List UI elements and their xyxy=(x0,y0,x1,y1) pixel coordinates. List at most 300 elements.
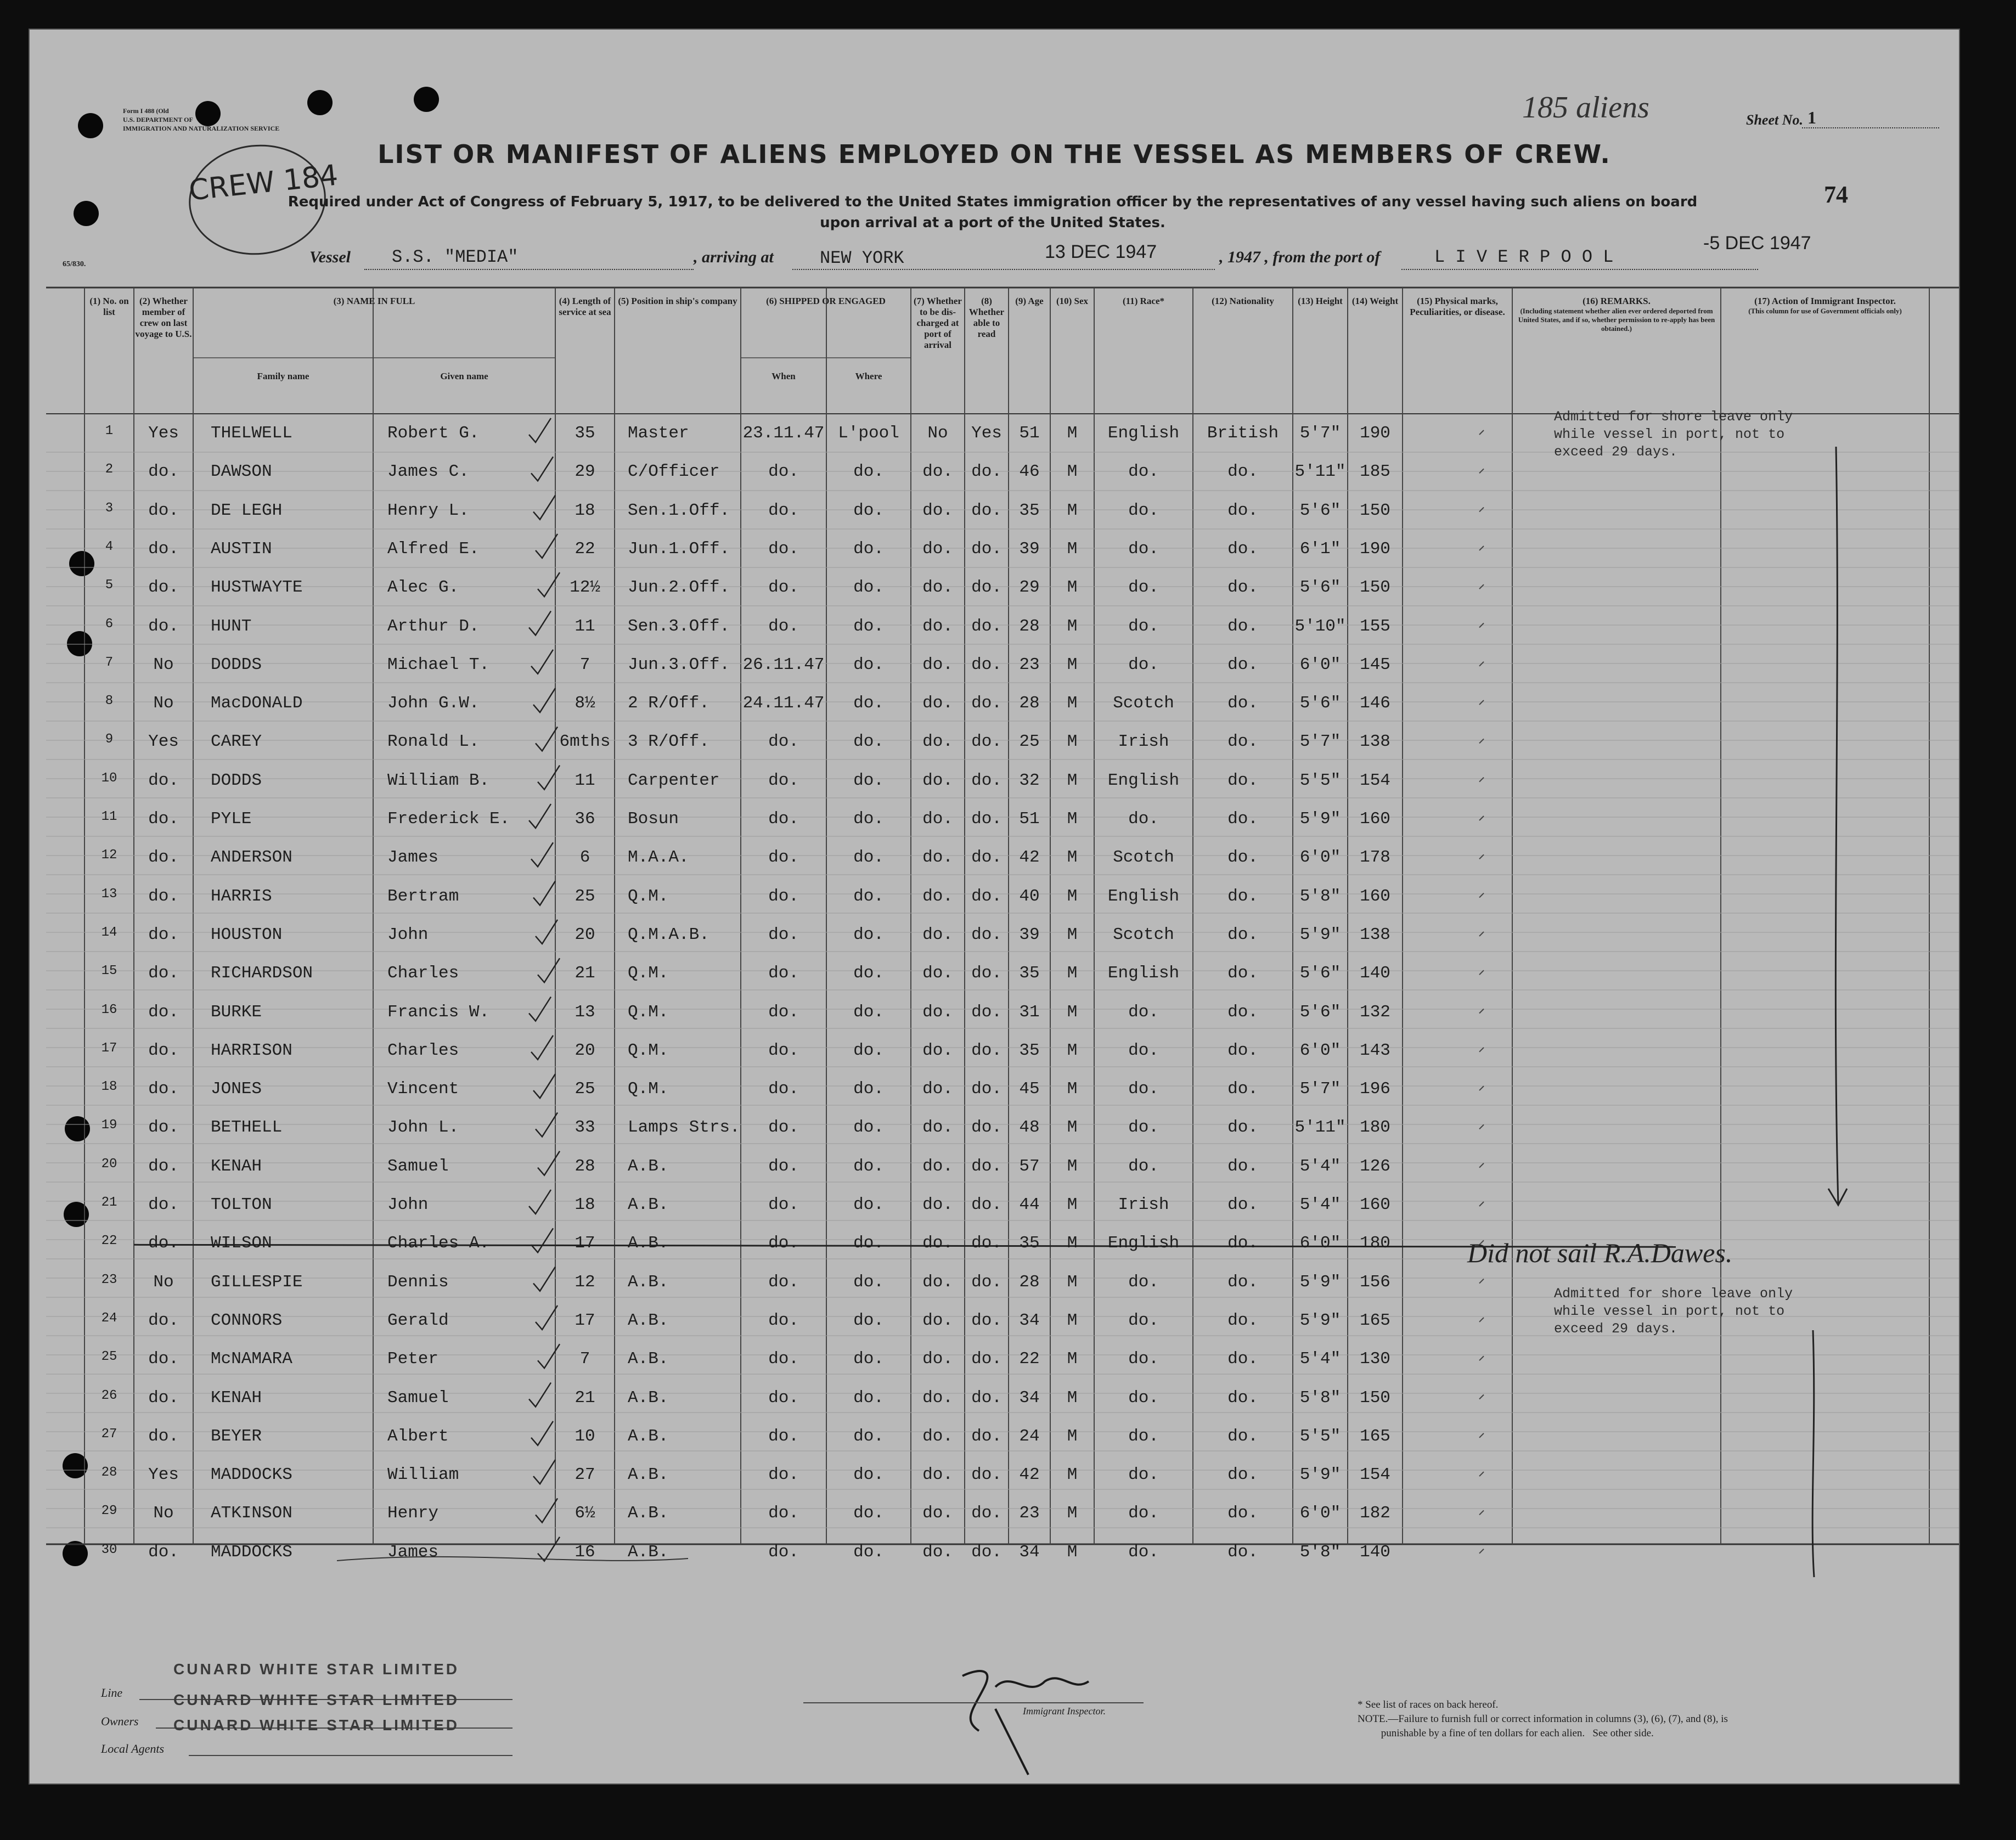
service-name: IMMIGRATION AND NATURALIZATION SERVICE xyxy=(123,125,280,132)
inspector-action-title: (17) Action of Immigrant Inspector. xyxy=(1754,296,1896,306)
cell-height: 5'9" xyxy=(1299,1310,1341,1330)
cell-row-number: 4 xyxy=(105,539,114,554)
cell-discharged: do. xyxy=(922,1195,953,1214)
cell-last-voyage: do. xyxy=(148,809,179,829)
cell-last-voyage: do. xyxy=(148,1349,179,1369)
cell-row-number: 17 xyxy=(101,1040,117,1056)
cell-discharged: do. xyxy=(922,655,953,674)
cell-age: 22 xyxy=(1019,1349,1040,1369)
cell-given-name: James xyxy=(387,848,439,868)
cell-last-voyage: do. xyxy=(148,1388,179,1408)
cell-row-number: 2 xyxy=(105,462,114,477)
cell-discharged: do. xyxy=(922,964,953,983)
cell-able-to-read: do. xyxy=(971,732,1002,752)
cell-service-length: 25 xyxy=(575,1079,595,1099)
cell-row-number: 30 xyxy=(101,1542,117,1557)
cell-family-name: MADDOCKS xyxy=(211,1465,292,1485)
cell-family-name: HUSTWAYTE xyxy=(211,578,303,598)
cell-row-number: 14 xyxy=(101,925,117,940)
cell-service-length: 20 xyxy=(575,925,595,944)
cell-last-voyage: No xyxy=(153,1272,174,1292)
cell-given-name: Henry xyxy=(387,1504,439,1523)
cell-shipped-where: do. xyxy=(853,925,884,944)
col-header-shipped: (6) SHIPPED OR ENGAGED xyxy=(766,296,886,306)
cell-family-name: KENAH xyxy=(211,1156,262,1176)
cell-family-name: BETHELL xyxy=(211,1118,283,1138)
remark-did-not-sail: Did not sail R.A.Dawes. xyxy=(1467,1237,1733,1268)
cell-sex: M xyxy=(1067,1349,1078,1369)
cell-given-name: Gerald xyxy=(387,1310,449,1330)
cell-given-name: Frederick E. xyxy=(387,809,510,829)
line-stamp: CUNARD WHITE STAR LIMITED xyxy=(173,1661,459,1678)
cell-nationality: do. xyxy=(1227,1426,1258,1446)
cell-family-name: TOLTON xyxy=(211,1195,272,1214)
cell-service-length: 33 xyxy=(575,1118,595,1138)
cell-service-length: 12½ xyxy=(570,578,600,598)
cell-last-voyage: do. xyxy=(148,1156,179,1176)
cell-height: 5'7" xyxy=(1299,732,1341,752)
cell-shipped-where: L'pool xyxy=(838,424,899,443)
cell-position: Bosun xyxy=(628,809,679,829)
cell-position: Jun.1.Off. xyxy=(628,539,730,559)
cell-shipped-where: do. xyxy=(853,1426,884,1446)
cell-race: English xyxy=(1107,964,1180,983)
cell-height: 5'5" xyxy=(1299,1426,1341,1446)
cell-sex: M xyxy=(1067,1388,1078,1408)
cell-row-number: 20 xyxy=(101,1156,117,1172)
cell-row-number: 6 xyxy=(105,616,114,632)
cell-race: do. xyxy=(1128,462,1159,482)
cell-service-length: 18 xyxy=(575,1195,595,1214)
cell-shipped-when: do. xyxy=(768,578,799,598)
cell-given-name: Robert G. xyxy=(387,424,480,443)
cell-position: A.B. xyxy=(628,1310,669,1330)
cell-shipped-where: do. xyxy=(853,616,884,636)
cell-height: 5'11" xyxy=(1294,1118,1346,1138)
vessel-label: Vessel xyxy=(309,248,351,266)
cell-service-length: 16 xyxy=(575,1542,595,1562)
cell-sex: M xyxy=(1067,1504,1078,1523)
cell-sex: M xyxy=(1067,1118,1078,1138)
cell-given-name: John L. xyxy=(387,1118,459,1138)
cell-nationality: British xyxy=(1207,424,1279,443)
cell-position: A.B. xyxy=(628,1156,669,1176)
cell-race: do. xyxy=(1128,616,1159,636)
cell-sex: M xyxy=(1067,462,1078,482)
cell-discharged: do. xyxy=(922,1504,953,1523)
cell-discharged: do. xyxy=(922,616,953,636)
cell-race: English xyxy=(1107,424,1180,443)
cell-sex: M xyxy=(1067,1079,1078,1099)
cell-age: 28 xyxy=(1019,616,1040,636)
cell-able-to-read: do. xyxy=(971,539,1002,559)
cell-age: 23 xyxy=(1019,655,1040,674)
form-code: 65/830. xyxy=(63,260,86,268)
cell-height: 5'4" xyxy=(1299,1349,1341,1369)
cell-last-voyage: do. xyxy=(148,1195,179,1214)
cell-race: English xyxy=(1107,770,1180,790)
cell-nationality: do. xyxy=(1227,1234,1258,1253)
cell-age: 48 xyxy=(1019,1118,1040,1138)
cell-nationality: do. xyxy=(1227,1349,1258,1369)
cell-position: Q.M. xyxy=(628,1002,669,1022)
cell-sex: M xyxy=(1067,925,1078,944)
cell-weight: 185 xyxy=(1360,462,1390,482)
cell-shipped-where: do. xyxy=(853,964,884,983)
cell-position: C/Officer xyxy=(628,462,720,482)
cell-weight: 165 xyxy=(1360,1310,1390,1330)
cell-sex: M xyxy=(1067,1156,1078,1176)
cell-position: A.B. xyxy=(628,1426,669,1446)
cell-shipped-where: do. xyxy=(853,1504,884,1523)
cell-family-name: AUSTIN xyxy=(211,539,272,559)
cell-able-to-read: do. xyxy=(971,1349,1002,1369)
cell-race: do. xyxy=(1128,1040,1159,1060)
cell-sex: M xyxy=(1067,886,1078,906)
cell-discharged: do. xyxy=(922,1156,953,1176)
owners-label: Owners xyxy=(101,1714,139,1728)
cell-race: do. xyxy=(1128,1542,1159,1562)
cell-position: A.B. xyxy=(628,1542,669,1562)
cell-discharged: do. xyxy=(922,886,953,906)
cell-race: do. xyxy=(1128,809,1159,829)
col-header-read: (8) Whether able to read xyxy=(968,296,1005,339)
cell-age: 46 xyxy=(1019,462,1040,482)
sheet-number-label: Sheet No. xyxy=(1746,112,1803,128)
cell-sex: M xyxy=(1067,732,1078,752)
cell-service-length: 10 xyxy=(575,1426,595,1446)
cell-weight: 160 xyxy=(1360,809,1390,829)
cell-discharged: do. xyxy=(922,732,953,752)
departure-label: , 1947 , from the port of xyxy=(1219,248,1381,266)
cell-last-voyage: do. xyxy=(148,1310,179,1330)
cell-nationality: do. xyxy=(1227,1310,1258,1330)
cell-service-length: 11 xyxy=(575,616,595,636)
cell-weight: 190 xyxy=(1360,424,1390,443)
cell-able-to-read: do. xyxy=(971,1118,1002,1138)
cell-sex: M xyxy=(1067,1542,1078,1562)
cell-shipped-when: do. xyxy=(768,732,799,752)
cell-age: 25 xyxy=(1019,732,1040,752)
cell-height: 6'0" xyxy=(1299,1504,1341,1523)
cell-shipped-when: do. xyxy=(768,1156,799,1176)
cell-given-name: Samuel xyxy=(387,1156,449,1176)
cell-able-to-read: do. xyxy=(971,616,1002,636)
cell-shipped-when: do. xyxy=(768,1234,799,1253)
cell-last-voyage: do. xyxy=(148,462,179,482)
cell-able-to-read: do. xyxy=(971,1465,1002,1485)
cell-last-voyage: do. xyxy=(148,770,179,790)
cell-row-number: 23 xyxy=(101,1272,117,1287)
cell-family-name: GILLESPIE xyxy=(211,1272,303,1292)
cell-race: do. xyxy=(1128,1426,1159,1446)
col-header-physical-marks: (15) Physical marks, Peculiarities, or disease. xyxy=(1410,296,1505,317)
cell-age: 24 xyxy=(1019,1426,1040,1446)
cell-service-length: 18 xyxy=(575,500,595,520)
cell-sex: M xyxy=(1067,1465,1078,1485)
cell-shipped-when: do. xyxy=(768,848,799,868)
cell-weight: 154 xyxy=(1360,770,1390,790)
cell-position: A.B. xyxy=(628,1195,669,1214)
cell-shipped-when: do. xyxy=(768,1310,799,1330)
cell-shipped-when: do. xyxy=(768,1195,799,1214)
cell-shipped-where: do. xyxy=(853,1272,884,1292)
cell-race: do. xyxy=(1128,1504,1159,1523)
cell-given-name: Dennis xyxy=(387,1272,449,1292)
cell-weight: 138 xyxy=(1360,732,1390,752)
cell-position: Q.M.A.B. xyxy=(628,925,709,944)
cell-family-name: BURKE xyxy=(211,1002,262,1022)
cell-shipped-when: do. xyxy=(768,1349,799,1369)
cell-age: 35 xyxy=(1019,964,1040,983)
cell-service-length: 20 xyxy=(575,1040,595,1060)
cell-shipped-where: do. xyxy=(853,1234,884,1253)
cell-age: 39 xyxy=(1019,925,1040,944)
cell-service-length: 27 xyxy=(575,1465,595,1485)
footer-note: * See list of races on back hereof. NOTE.—Failure to furnish full or correct information in columns (3), (6), (7), and (8), is punishable by a fine of ten dollars for each alien. See other side. xyxy=(1358,1699,1728,1739)
cell-weight: 140 xyxy=(1360,964,1390,983)
cell-last-voyage: do. xyxy=(148,964,179,983)
cell-position: Q.M. xyxy=(628,964,669,983)
col-header-when: When xyxy=(772,371,796,381)
page-number: 74 xyxy=(1824,181,1848,208)
cell-position: Master xyxy=(628,424,689,443)
line-label: Line xyxy=(101,1686,123,1700)
cell-discharged: do. xyxy=(922,1040,953,1060)
cell-discharged: do. xyxy=(922,925,953,944)
cell-nationality: do. xyxy=(1227,616,1258,636)
col-header-inspector-action xyxy=(1721,296,1929,316)
cell-race: do. xyxy=(1128,1118,1159,1138)
cell-weight: 160 xyxy=(1360,886,1390,906)
cell-shipped-when: do. xyxy=(768,886,799,906)
cell-row-number: 5 xyxy=(105,578,114,593)
cell-weight: 180 xyxy=(1360,1118,1390,1138)
cell-race: do. xyxy=(1128,1272,1159,1292)
cell-able-to-read: do. xyxy=(971,770,1002,790)
cell-discharged: do. xyxy=(922,1426,953,1446)
cell-family-name: CAREY xyxy=(211,732,262,752)
cell-age: 29 xyxy=(1019,578,1040,598)
cell-given-name: William xyxy=(387,1465,459,1485)
cell-service-length: 8½ xyxy=(575,694,595,713)
cell-height: 5'8" xyxy=(1299,886,1341,906)
cell-weight: 156 xyxy=(1360,1272,1390,1292)
cell-service-length: 35 xyxy=(575,424,595,443)
cell-shipped-when: do. xyxy=(768,1272,799,1292)
cell-race: Irish xyxy=(1118,732,1169,752)
cell-height: 5'8" xyxy=(1299,1388,1341,1408)
cell-position: Sen.1.Off. xyxy=(628,500,730,520)
cell-shipped-where: do. xyxy=(853,694,884,713)
cell-shipped-when: do. xyxy=(768,1504,799,1523)
cell-given-name: Bertram xyxy=(387,886,459,906)
cell-sex: M xyxy=(1067,964,1078,983)
col-header-position: (5) Position in ship's company xyxy=(618,296,737,306)
cell-age: 45 xyxy=(1019,1079,1040,1099)
cell-weight: 155 xyxy=(1360,616,1390,636)
cell-weight: 150 xyxy=(1360,1388,1390,1408)
cell-last-voyage: do. xyxy=(148,1079,179,1099)
cell-shipped-when: do. xyxy=(768,770,799,790)
cell-given-name: John xyxy=(387,925,429,944)
cell-sex: M xyxy=(1067,1002,1078,1022)
cell-family-name: DODDS xyxy=(211,770,262,790)
cell-last-voyage: do. xyxy=(148,500,179,520)
cell-shipped-where: do. xyxy=(853,500,884,520)
cell-nationality: do. xyxy=(1227,694,1258,713)
cell-position: Carpenter xyxy=(628,770,720,790)
cell-nationality: do. xyxy=(1227,1156,1258,1176)
cell-able-to-read: do. xyxy=(971,1040,1002,1060)
cell-given-name: Francis W. xyxy=(387,1002,490,1022)
cell-race: do. xyxy=(1128,539,1159,559)
cell-shipped-where: do. xyxy=(853,1156,884,1176)
cell-shipped-where: do. xyxy=(853,539,884,559)
cell-shipped-when: do. xyxy=(768,1118,799,1138)
cell-age: 31 xyxy=(1019,1002,1040,1022)
cell-able-to-read: do. xyxy=(971,848,1002,868)
cell-family-name: JONES xyxy=(211,1079,262,1099)
cell-able-to-read: do. xyxy=(971,1234,1002,1253)
cell-weight: 182 xyxy=(1360,1504,1390,1523)
department-name: U.S. DEPARTMENT OF xyxy=(123,116,193,123)
cell-height: 6'0" xyxy=(1299,655,1341,674)
cell-discharged: do. xyxy=(922,770,953,790)
cell-shipped-when: do. xyxy=(768,462,799,482)
cell-given-name: Arthur D. xyxy=(387,616,480,636)
cell-discharged: do. xyxy=(922,1465,953,1485)
cell-given-name: Charles xyxy=(387,1040,459,1060)
cell-discharged: do. xyxy=(922,1118,953,1138)
cell-race: do. xyxy=(1128,500,1159,520)
cell-discharged: do. xyxy=(922,539,953,559)
footer xyxy=(30,1643,1959,1783)
cell-row-number: 3 xyxy=(105,500,114,516)
cell-weight: 196 xyxy=(1360,1079,1390,1099)
cell-nationality: do. xyxy=(1227,848,1258,868)
cell-able-to-read: do. xyxy=(971,886,1002,906)
cell-nationality: do. xyxy=(1227,770,1258,790)
cell-family-name: HARRISON xyxy=(211,1040,292,1060)
agents-underline xyxy=(189,1755,513,1756)
agents-label: Local Agents xyxy=(101,1742,165,1755)
cell-age: 35 xyxy=(1019,1040,1040,1060)
cell-shipped-where: do. xyxy=(853,886,884,906)
cell-discharged: do. xyxy=(922,500,953,520)
cell-last-voyage: No xyxy=(153,655,174,674)
col-header-remarks xyxy=(1512,296,1721,333)
cell-race: Scotch xyxy=(1113,694,1174,713)
cell-able-to-read: do. xyxy=(971,964,1002,983)
col-header-family-name: Family name xyxy=(257,371,309,381)
aliens-count-note: 185 aliens xyxy=(1522,91,1649,125)
cell-height: 5'6" xyxy=(1299,964,1341,983)
cell-able-to-read: do. xyxy=(971,1426,1002,1446)
cell-age: 35 xyxy=(1019,500,1040,520)
cell-service-length: 11 xyxy=(575,770,595,790)
cell-nationality: do. xyxy=(1227,655,1258,674)
cell-family-name: HUNT xyxy=(211,616,252,636)
cell-race: do. xyxy=(1128,1388,1159,1408)
cell-last-voyage: do. xyxy=(148,539,179,559)
cell-height: 5'9" xyxy=(1299,809,1341,829)
cell-race: English xyxy=(1107,1234,1180,1253)
cell-shipped-when: do. xyxy=(768,1002,799,1022)
cell-height: 5'4" xyxy=(1299,1195,1341,1214)
cell-weight: 150 xyxy=(1360,500,1390,520)
cell-shipped-when: do. xyxy=(768,964,799,983)
cell-shipped-where: do. xyxy=(853,1002,884,1022)
cell-shipped-when: 24.11.47 xyxy=(742,694,825,713)
cell-age: 34 xyxy=(1019,1310,1040,1330)
cell-nationality: do. xyxy=(1227,925,1258,944)
cell-able-to-read: do. xyxy=(971,1195,1002,1214)
cell-age: 28 xyxy=(1019,694,1040,713)
inspector-label: Immigrant Inspector. xyxy=(1023,1706,1106,1717)
cell-nationality: do. xyxy=(1227,1504,1258,1523)
cell-height: 5'6" xyxy=(1299,1002,1341,1022)
cell-age: 51 xyxy=(1019,809,1040,829)
cell-height: 5'6" xyxy=(1299,694,1341,713)
cell-able-to-read: do. xyxy=(971,1310,1002,1330)
cell-weight: 180 xyxy=(1360,1234,1390,1253)
cell-height: 6'0" xyxy=(1299,1234,1341,1253)
cell-weight: 132 xyxy=(1360,1002,1390,1022)
cell-discharged: do. xyxy=(922,809,953,829)
cell-weight: 126 xyxy=(1360,1156,1390,1176)
cell-given-name: William B. xyxy=(387,770,490,790)
cell-row-number: 25 xyxy=(101,1349,117,1365)
cell-age: 44 xyxy=(1019,1195,1040,1214)
col-header-name: (3) NAME IN FULL xyxy=(333,296,415,306)
cell-given-name: John G.W. xyxy=(387,694,480,713)
arriving-port: NEW YORK xyxy=(820,248,904,268)
cell-discharged: do. xyxy=(922,462,953,482)
departure-date-stamp: -5 DEC 1947 xyxy=(1703,233,1811,254)
cell-position: A.B. xyxy=(628,1272,669,1292)
cell-nationality: do. xyxy=(1227,539,1258,559)
cell-position: A.B. xyxy=(628,1349,669,1369)
cell-sex: M xyxy=(1067,578,1078,598)
cell-shipped-where: do. xyxy=(853,1349,884,1369)
cell-able-to-read: do. xyxy=(971,1272,1002,1292)
cell-position: A.B. xyxy=(628,1388,669,1408)
cell-service-length: 17 xyxy=(575,1310,595,1330)
cell-height: 5'6" xyxy=(1299,500,1341,520)
cell-service-length: 17 xyxy=(575,1234,595,1253)
col-header-height: (13) Height xyxy=(1298,296,1343,306)
cell-row-number: 8 xyxy=(105,694,114,709)
departure-port: L I V E R P O O L xyxy=(1434,247,1614,267)
cell-last-voyage: do. xyxy=(148,848,179,868)
cell-weight: 154 xyxy=(1360,1465,1390,1485)
cell-shipped-when: do. xyxy=(768,1465,799,1485)
cell-service-length: 6 xyxy=(579,848,590,868)
cell-row-number: 18 xyxy=(101,1079,117,1095)
cell-nationality: do. xyxy=(1227,578,1258,598)
cell-able-to-read: do. xyxy=(971,500,1002,520)
cell-row-number: 27 xyxy=(101,1426,117,1442)
cell-position: Q.M. xyxy=(628,1079,669,1099)
cell-able-to-read: do. xyxy=(971,1156,1002,1176)
cell-family-name: DE LEGH xyxy=(211,500,283,520)
cell-shipped-when: do. xyxy=(768,1426,799,1446)
cell-last-voyage: No xyxy=(153,694,174,713)
cell-race: do. xyxy=(1128,1079,1159,1099)
cell-row-number: 21 xyxy=(101,1195,117,1210)
cell-able-to-read: do. xyxy=(971,1542,1002,1562)
